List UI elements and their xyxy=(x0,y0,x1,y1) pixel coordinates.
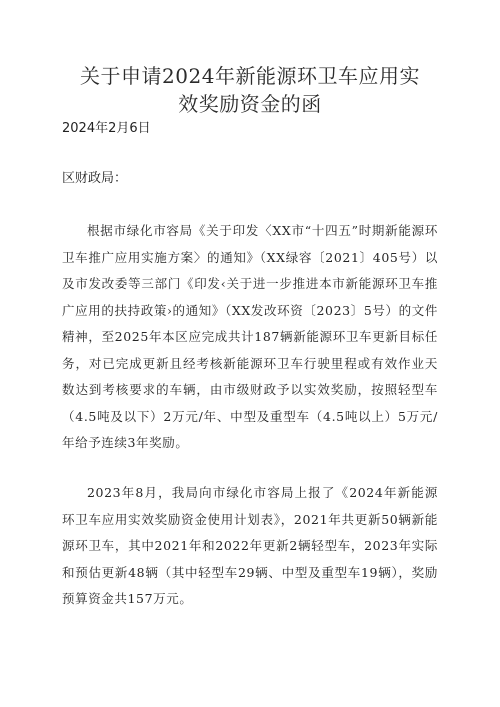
document-title: 关于申请2024年新能源环卫车应用实效奖励资金的函 xyxy=(80,64,420,116)
body-paragraph-2: 2023年8月，我局向市绿化市容局上报了《2024年新能源环卫车应用实效奖励资金使用计划表》，2021年共更新50辆新能源环卫车，其中2021年和2022年更新2辆轻型车，2023年实际和预估更新48辆（其中轻型车29辆、中型及重型车19辆），奖励预算资金共157万元。 xyxy=(62,485,438,606)
document-date: 2024年2月6日 xyxy=(62,121,151,136)
body-paragraph-1: 根据市绿化市容局《关于印发〈XX市“十四五”时期新能源环卫车推广应用实施方案〉的通知》（XX绿容〔2021〕405号）以及市发改委等三部门《印发‹关于进一步推进本市新能源环卫车推广应用的扶持政策›的通知》（XX发改环资〔2023〕5号）的文件精神，至2025年本区应完成共计187辆新能源环卫车更新目标任务，对已完成更新且经考核新能源环卫车行驶里程或有效作业天数达到考核要求的车辆，由市级财政予以实效奖励，按照轻型车（4.5吨及以下）2万元/年、中型及重型车（4.5吨以上）5万元/年给予连续3年奖励。 xyxy=(62,223,438,450)
recipient-line: 区财政局： xyxy=(62,171,128,186)
